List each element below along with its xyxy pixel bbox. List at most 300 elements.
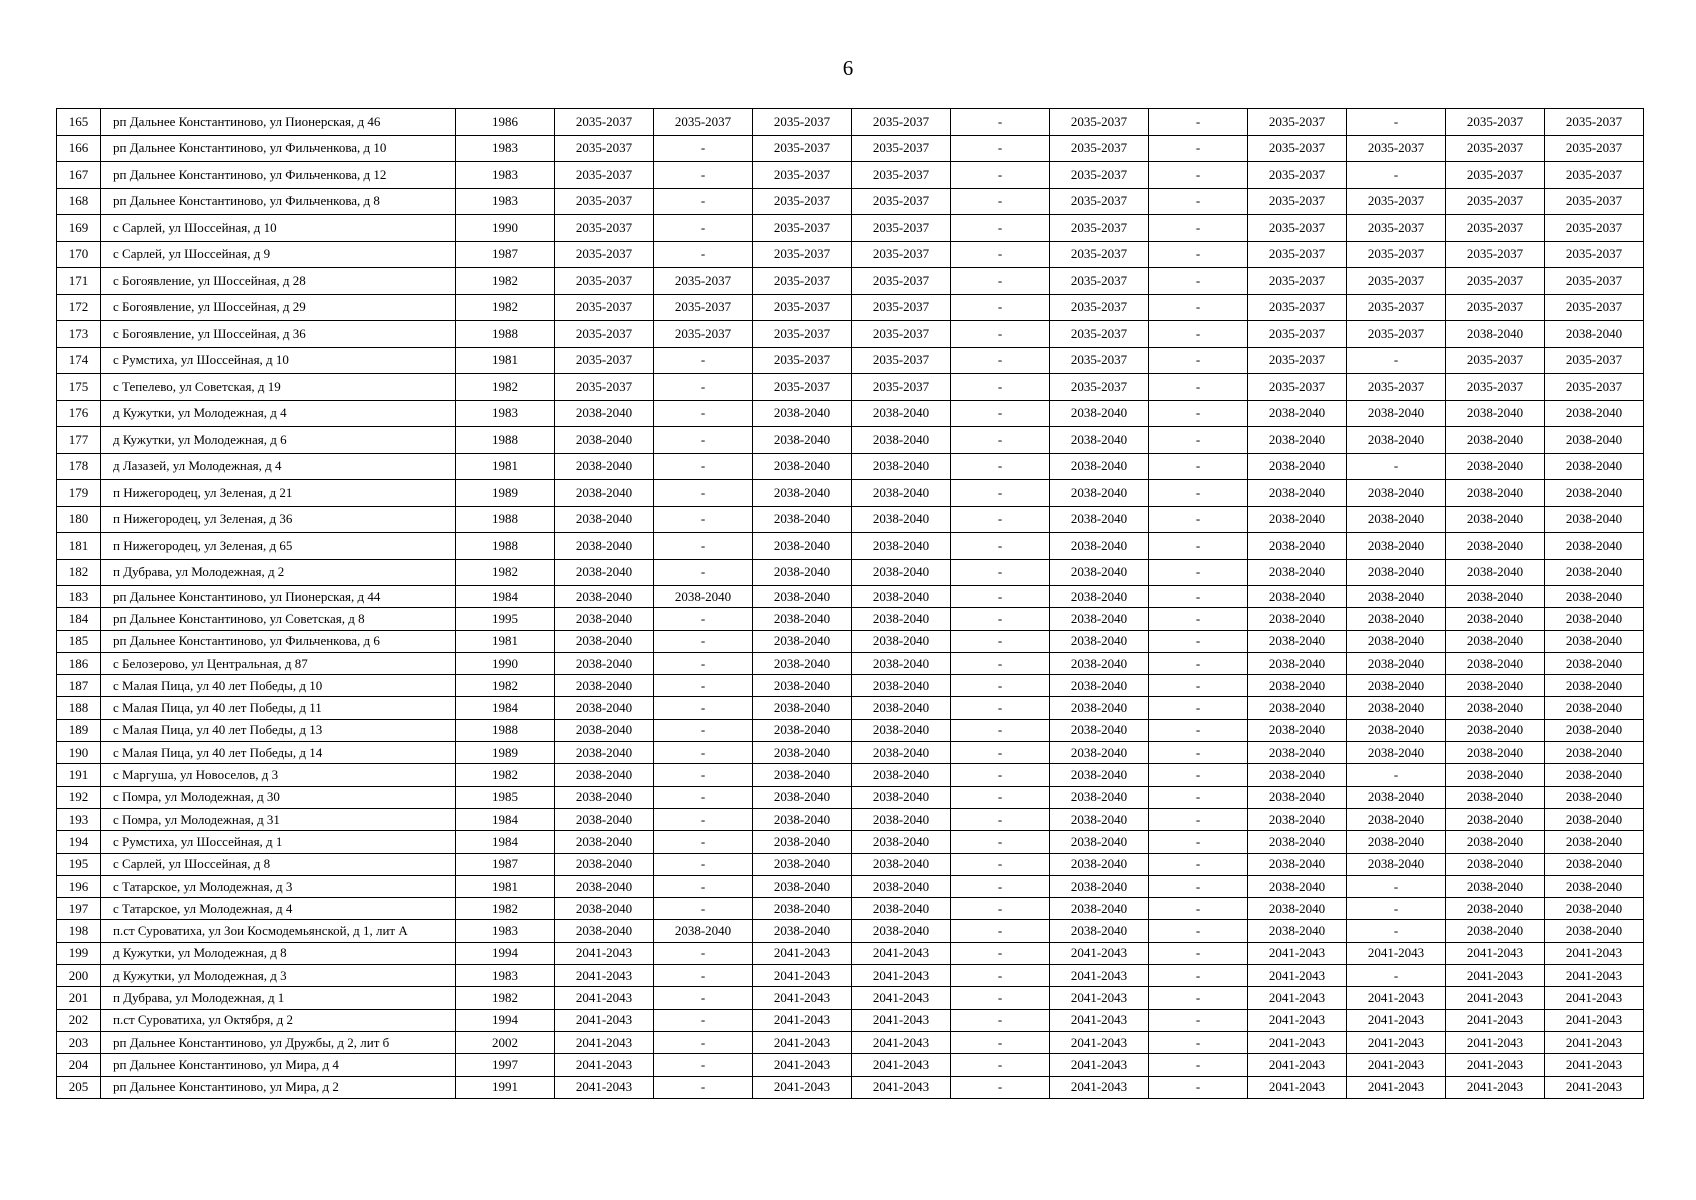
term-cell-5: - bbox=[951, 215, 1050, 242]
term-cell-6: 2041-2043 bbox=[1050, 965, 1149, 987]
term-cell-1: 2035-2037 bbox=[555, 241, 654, 268]
term-cell-4: 2038-2040 bbox=[852, 652, 951, 674]
term-cell-3: 2041-2043 bbox=[753, 1076, 852, 1098]
term-cell-1: 2038-2040 bbox=[555, 808, 654, 830]
term-cell-10: 2038-2040 bbox=[1446, 586, 1545, 608]
term-cell-3: 2035-2037 bbox=[753, 294, 852, 321]
row-number-cell: 165 bbox=[57, 109, 101, 136]
term-cell-2: - bbox=[654, 188, 753, 215]
term-cell-11: 2038-2040 bbox=[1545, 427, 1644, 454]
row-number-cell: 187 bbox=[57, 675, 101, 697]
term-cell-3: 2035-2037 bbox=[753, 268, 852, 295]
term-cell-2: 2035-2037 bbox=[654, 109, 753, 136]
term-cell-9: - bbox=[1347, 920, 1446, 942]
term-cell-11: 2038-2040 bbox=[1545, 742, 1644, 764]
term-cell-9: - bbox=[1347, 898, 1446, 920]
term-cell-7: - bbox=[1149, 400, 1248, 427]
address-cell: с Помра, ул Молодежная, д 31 bbox=[101, 808, 456, 830]
year-cell: 1986 bbox=[456, 109, 555, 136]
term-cell-5: - bbox=[951, 347, 1050, 374]
term-cell-10: 2038-2040 bbox=[1446, 786, 1545, 808]
term-cell-8: 2035-2037 bbox=[1248, 135, 1347, 162]
term-cell-6: 2038-2040 bbox=[1050, 808, 1149, 830]
term-cell-11: 2041-2043 bbox=[1545, 1009, 1644, 1031]
row-number-cell: 167 bbox=[57, 162, 101, 189]
term-cell-9: 2038-2040 bbox=[1347, 608, 1446, 630]
term-cell-10: 2035-2037 bbox=[1446, 188, 1545, 215]
term-cell-8: 2041-2043 bbox=[1248, 942, 1347, 964]
term-cell-1: 2038-2040 bbox=[555, 920, 654, 942]
term-cell-1: 2041-2043 bbox=[555, 942, 654, 964]
year-cell: 1988 bbox=[456, 427, 555, 454]
address-cell: д Лазазей, ул Молодежная, д 4 bbox=[101, 453, 456, 480]
term-cell-1: 2035-2037 bbox=[555, 135, 654, 162]
term-cell-5: - bbox=[951, 162, 1050, 189]
term-cell-3: 2038-2040 bbox=[753, 427, 852, 454]
term-cell-3: 2038-2040 bbox=[753, 786, 852, 808]
term-cell-8: 2038-2040 bbox=[1248, 608, 1347, 630]
term-cell-1: 2041-2043 bbox=[555, 1009, 654, 1031]
term-cell-8: 2041-2043 bbox=[1248, 965, 1347, 987]
table-row bbox=[57, 215, 1644, 242]
term-cell-3: 2038-2040 bbox=[753, 831, 852, 853]
row-number-cell: 179 bbox=[57, 480, 101, 507]
term-cell-5: - bbox=[951, 480, 1050, 507]
address-cell: д Кужутки, ул Молодежная, д 4 bbox=[101, 400, 456, 427]
term-cell-11: 2038-2040 bbox=[1545, 719, 1644, 741]
table-row bbox=[57, 347, 1644, 374]
year-cell: 1987 bbox=[456, 241, 555, 268]
term-cell-6: 2038-2040 bbox=[1050, 719, 1149, 741]
term-cell-10: 2035-2037 bbox=[1446, 241, 1545, 268]
term-cell-2: - bbox=[654, 898, 753, 920]
address-cell: д Кужутки, ул Молодежная, д 3 bbox=[101, 965, 456, 987]
row-number-cell: 182 bbox=[57, 559, 101, 586]
term-cell-6: 2035-2037 bbox=[1050, 135, 1149, 162]
term-cell-2: - bbox=[654, 875, 753, 897]
term-cell-10: 2038-2040 bbox=[1446, 764, 1545, 786]
term-cell-8: 2041-2043 bbox=[1248, 987, 1347, 1009]
address-cell: п.ст Суроватиха, ул Октября, д 2 bbox=[101, 1009, 456, 1031]
term-cell-11: 2035-2037 bbox=[1545, 188, 1644, 215]
term-cell-6: 2038-2040 bbox=[1050, 875, 1149, 897]
term-cell-5: - bbox=[951, 559, 1050, 586]
address-cell: с Малая Пица, ул 40 лет Победы, д 13 bbox=[101, 719, 456, 741]
table-row bbox=[57, 188, 1644, 215]
row-number-cell: 184 bbox=[57, 608, 101, 630]
term-cell-5: - bbox=[951, 675, 1050, 697]
address-cell: рп Дальнее Константиново, ул Фильченкова, д 12 bbox=[101, 162, 456, 189]
term-cell-6: 2038-2040 bbox=[1050, 559, 1149, 586]
term-cell-11: 2038-2040 bbox=[1545, 764, 1644, 786]
term-cell-4: 2035-2037 bbox=[852, 321, 951, 348]
table-row bbox=[57, 586, 1644, 608]
address-cell: с Сарлей, ул Шоссейная, д 10 bbox=[101, 215, 456, 242]
table-row bbox=[57, 630, 1644, 652]
year-cell: 1982 bbox=[456, 559, 555, 586]
term-cell-7: - bbox=[1149, 533, 1248, 560]
term-cell-11: 2041-2043 bbox=[1545, 942, 1644, 964]
term-cell-7: - bbox=[1149, 374, 1248, 401]
table-row bbox=[57, 831, 1644, 853]
address-cell: рп Дальнее Константиново, ул Советская, д 8 bbox=[101, 608, 456, 630]
term-cell-11: 2035-2037 bbox=[1545, 241, 1644, 268]
term-cell-1: 2038-2040 bbox=[555, 427, 654, 454]
term-cell-7: - bbox=[1149, 608, 1248, 630]
term-cell-9: 2038-2040 bbox=[1347, 559, 1446, 586]
address-cell: с Сарлей, ул Шоссейная, д 9 bbox=[101, 241, 456, 268]
term-cell-3: 2038-2040 bbox=[753, 875, 852, 897]
term-cell-8: 2038-2040 bbox=[1248, 764, 1347, 786]
term-cell-6: 2038-2040 bbox=[1050, 786, 1149, 808]
term-cell-9: 2035-2037 bbox=[1347, 374, 1446, 401]
year-cell: 1982 bbox=[456, 294, 555, 321]
term-cell-6: 2035-2037 bbox=[1050, 321, 1149, 348]
term-cell-10: 2038-2040 bbox=[1446, 697, 1545, 719]
term-cell-10: 2041-2043 bbox=[1446, 1076, 1545, 1098]
term-cell-6: 2041-2043 bbox=[1050, 1031, 1149, 1053]
term-cell-9: 2035-2037 bbox=[1347, 241, 1446, 268]
term-cell-8: 2038-2040 bbox=[1248, 427, 1347, 454]
table-row bbox=[57, 920, 1644, 942]
term-cell-9: 2035-2037 bbox=[1347, 215, 1446, 242]
term-cell-8: 2038-2040 bbox=[1248, 559, 1347, 586]
term-cell-11: 2038-2040 bbox=[1545, 586, 1644, 608]
term-cell-5: - bbox=[951, 786, 1050, 808]
row-number-cell: 173 bbox=[57, 321, 101, 348]
term-cell-6: 2041-2043 bbox=[1050, 1076, 1149, 1098]
term-cell-10: 2038-2040 bbox=[1446, 675, 1545, 697]
term-cell-7: - bbox=[1149, 480, 1248, 507]
term-cell-5: - bbox=[951, 241, 1050, 268]
term-cell-4: 2041-2043 bbox=[852, 942, 951, 964]
term-cell-4: 2035-2037 bbox=[852, 241, 951, 268]
term-cell-3: 2035-2037 bbox=[753, 374, 852, 401]
term-cell-4: 2041-2043 bbox=[852, 965, 951, 987]
row-number-cell: 196 bbox=[57, 875, 101, 897]
term-cell-4: 2038-2040 bbox=[852, 831, 951, 853]
term-cell-3: 2038-2040 bbox=[753, 764, 852, 786]
row-number-cell: 191 bbox=[57, 764, 101, 786]
term-cell-2: - bbox=[654, 241, 753, 268]
year-cell: 1984 bbox=[456, 808, 555, 830]
term-cell-11: 2038-2040 bbox=[1545, 831, 1644, 853]
table-row bbox=[57, 808, 1644, 830]
term-cell-4: 2035-2037 bbox=[852, 294, 951, 321]
term-cell-10: 2038-2040 bbox=[1446, 719, 1545, 741]
term-cell-5: - bbox=[951, 831, 1050, 853]
term-cell-7: - bbox=[1149, 241, 1248, 268]
year-cell: 1983 bbox=[456, 188, 555, 215]
year-cell: 1983 bbox=[456, 162, 555, 189]
term-cell-2: 2035-2037 bbox=[654, 294, 753, 321]
term-cell-2: - bbox=[654, 987, 753, 1009]
term-cell-2: - bbox=[654, 506, 753, 533]
term-cell-9: 2038-2040 bbox=[1347, 675, 1446, 697]
term-cell-7: - bbox=[1149, 719, 1248, 741]
term-cell-6: 2038-2040 bbox=[1050, 480, 1149, 507]
term-cell-9: 2038-2040 bbox=[1347, 630, 1446, 652]
term-cell-2: 2035-2037 bbox=[654, 268, 753, 295]
term-cell-1: 2035-2037 bbox=[555, 109, 654, 136]
year-cell: 1995 bbox=[456, 608, 555, 630]
term-cell-11: 2035-2037 bbox=[1545, 294, 1644, 321]
year-cell: 1989 bbox=[456, 742, 555, 764]
term-cell-6: 2035-2037 bbox=[1050, 294, 1149, 321]
term-cell-8: 2041-2043 bbox=[1248, 1031, 1347, 1053]
term-cell-6: 2038-2040 bbox=[1050, 533, 1149, 560]
term-cell-1: 2038-2040 bbox=[555, 400, 654, 427]
term-cell-8: 2038-2040 bbox=[1248, 506, 1347, 533]
term-cell-7: - bbox=[1149, 630, 1248, 652]
term-cell-6: 2035-2037 bbox=[1050, 374, 1149, 401]
row-number-cell: 185 bbox=[57, 630, 101, 652]
term-cell-3: 2035-2037 bbox=[753, 347, 852, 374]
term-cell-3: 2035-2037 bbox=[753, 162, 852, 189]
term-cell-1: 2038-2040 bbox=[555, 480, 654, 507]
term-cell-5: - bbox=[951, 608, 1050, 630]
term-cell-11: 2038-2040 bbox=[1545, 400, 1644, 427]
term-cell-5: - bbox=[951, 533, 1050, 560]
row-number-cell: 177 bbox=[57, 427, 101, 454]
term-cell-8: 2035-2037 bbox=[1248, 188, 1347, 215]
year-cell: 1997 bbox=[456, 1054, 555, 1076]
term-cell-5: - bbox=[951, 400, 1050, 427]
term-cell-5: - bbox=[951, 920, 1050, 942]
term-cell-7: - bbox=[1149, 294, 1248, 321]
term-cell-10: 2035-2037 bbox=[1446, 215, 1545, 242]
term-cell-10: 2035-2037 bbox=[1446, 162, 1545, 189]
term-cell-3: 2038-2040 bbox=[753, 480, 852, 507]
term-cell-3: 2038-2040 bbox=[753, 652, 852, 674]
term-cell-8: 2035-2037 bbox=[1248, 215, 1347, 242]
term-cell-7: - bbox=[1149, 506, 1248, 533]
year-cell: 1981 bbox=[456, 875, 555, 897]
term-cell-9: 2038-2040 bbox=[1347, 533, 1446, 560]
term-cell-9: - bbox=[1347, 453, 1446, 480]
term-cell-2: - bbox=[654, 1031, 753, 1053]
term-cell-11: 2041-2043 bbox=[1545, 1076, 1644, 1098]
table-row bbox=[57, 374, 1644, 401]
address-cell: с Татарское, ул Молодежная, д 3 bbox=[101, 875, 456, 897]
term-cell-3: 2038-2040 bbox=[753, 400, 852, 427]
term-cell-2: - bbox=[654, 697, 753, 719]
term-cell-3: 2041-2043 bbox=[753, 942, 852, 964]
term-cell-7: - bbox=[1149, 987, 1248, 1009]
term-cell-9: 2035-2037 bbox=[1347, 188, 1446, 215]
term-cell-3: 2041-2043 bbox=[753, 987, 852, 1009]
term-cell-8: 2035-2037 bbox=[1248, 321, 1347, 348]
term-cell-2: - bbox=[654, 1009, 753, 1031]
term-cell-10: 2041-2043 bbox=[1446, 942, 1545, 964]
term-cell-5: - bbox=[951, 719, 1050, 741]
table-row bbox=[57, 965, 1644, 987]
table-row bbox=[57, 652, 1644, 674]
term-cell-9: 2038-2040 bbox=[1347, 652, 1446, 674]
address-cell: с Малая Пица, ул 40 лет Победы, д 14 bbox=[101, 742, 456, 764]
year-cell: 1994 bbox=[456, 1009, 555, 1031]
term-cell-10: 2038-2040 bbox=[1446, 742, 1545, 764]
address-cell: с Помра, ул Молодежная, д 30 bbox=[101, 786, 456, 808]
term-cell-2: - bbox=[654, 630, 753, 652]
term-cell-4: 2038-2040 bbox=[852, 400, 951, 427]
term-cell-6: 2038-2040 bbox=[1050, 586, 1149, 608]
term-cell-11: 2041-2043 bbox=[1545, 987, 1644, 1009]
term-cell-10: 2038-2040 bbox=[1446, 831, 1545, 853]
address-cell: с Богоявление, ул Шоссейная, д 29 bbox=[101, 294, 456, 321]
term-cell-8: 2038-2040 bbox=[1248, 630, 1347, 652]
term-cell-6: 2035-2037 bbox=[1050, 241, 1149, 268]
term-cell-11: 2041-2043 bbox=[1545, 965, 1644, 987]
term-cell-8: 2038-2040 bbox=[1248, 453, 1347, 480]
term-cell-4: 2038-2040 bbox=[852, 808, 951, 830]
term-cell-2: - bbox=[654, 808, 753, 830]
term-cell-10: 2038-2040 bbox=[1446, 559, 1545, 586]
term-cell-11: 2038-2040 bbox=[1545, 675, 1644, 697]
year-cell: 1983 bbox=[456, 920, 555, 942]
term-cell-7: - bbox=[1149, 586, 1248, 608]
table-row bbox=[57, 321, 1644, 348]
term-cell-9: 2041-2043 bbox=[1347, 1054, 1446, 1076]
term-cell-9: 2041-2043 bbox=[1347, 1031, 1446, 1053]
term-cell-2: - bbox=[654, 400, 753, 427]
year-cell: 1988 bbox=[456, 321, 555, 348]
table-row bbox=[57, 162, 1644, 189]
term-cell-4: 2038-2040 bbox=[852, 586, 951, 608]
term-cell-6: 2038-2040 bbox=[1050, 630, 1149, 652]
term-cell-5: - bbox=[951, 586, 1050, 608]
row-number-cell: 193 bbox=[57, 808, 101, 830]
term-cell-5: - bbox=[951, 965, 1050, 987]
term-cell-5: - bbox=[951, 942, 1050, 964]
row-number-cell: 172 bbox=[57, 294, 101, 321]
term-cell-1: 2038-2040 bbox=[555, 559, 654, 586]
address-cell: рп Дальнее Константиново, ул Мира, д 4 bbox=[101, 1054, 456, 1076]
term-cell-6: 2041-2043 bbox=[1050, 1054, 1149, 1076]
term-cell-3: 2038-2040 bbox=[753, 920, 852, 942]
address-cell: п Нижегородец, ул Зеленая, д 65 bbox=[101, 533, 456, 560]
term-cell-4: 2035-2037 bbox=[852, 188, 951, 215]
term-cell-2: - bbox=[654, 853, 753, 875]
row-number-cell: 204 bbox=[57, 1054, 101, 1076]
term-cell-2: - bbox=[654, 742, 753, 764]
address-cell: д Кужутки, ул Молодежная, д 8 bbox=[101, 942, 456, 964]
term-cell-9: 2038-2040 bbox=[1347, 786, 1446, 808]
term-cell-10: 2038-2040 bbox=[1446, 453, 1545, 480]
address-cell: рп Дальнее Константиново, ул Пионерская, д 44 bbox=[101, 586, 456, 608]
term-cell-4: 2035-2037 bbox=[852, 135, 951, 162]
year-cell: 1981 bbox=[456, 453, 555, 480]
row-number-cell: 186 bbox=[57, 652, 101, 674]
term-cell-5: - bbox=[951, 987, 1050, 1009]
table-row bbox=[57, 697, 1644, 719]
term-cell-7: - bbox=[1149, 1054, 1248, 1076]
term-cell-11: 2038-2040 bbox=[1545, 697, 1644, 719]
term-cell-8: 2038-2040 bbox=[1248, 697, 1347, 719]
table-row bbox=[57, 1009, 1644, 1031]
term-cell-2: - bbox=[654, 675, 753, 697]
year-cell: 1990 bbox=[456, 215, 555, 242]
term-cell-4: 2038-2040 bbox=[852, 630, 951, 652]
term-cell-10: 2038-2040 bbox=[1446, 808, 1545, 830]
year-cell: 1983 bbox=[456, 400, 555, 427]
term-cell-2: - bbox=[654, 1076, 753, 1098]
term-cell-6: 2035-2037 bbox=[1050, 268, 1149, 295]
term-cell-6: 2038-2040 bbox=[1050, 831, 1149, 853]
term-cell-8: 2038-2040 bbox=[1248, 786, 1347, 808]
term-cell-6: 2038-2040 bbox=[1050, 608, 1149, 630]
term-cell-6: 2041-2043 bbox=[1050, 942, 1149, 964]
term-cell-7: - bbox=[1149, 453, 1248, 480]
term-cell-1: 2035-2037 bbox=[555, 347, 654, 374]
term-cell-11: 2038-2040 bbox=[1545, 652, 1644, 674]
term-cell-2: - bbox=[654, 831, 753, 853]
term-cell-9: 2035-2037 bbox=[1347, 294, 1446, 321]
term-cell-8: 2041-2043 bbox=[1248, 1076, 1347, 1098]
address-cell: с Румстиха, ул Шоссейная, д 10 bbox=[101, 347, 456, 374]
term-cell-7: - bbox=[1149, 875, 1248, 897]
term-cell-1: 2038-2040 bbox=[555, 453, 654, 480]
term-cell-4: 2038-2040 bbox=[852, 533, 951, 560]
term-cell-8: 2038-2040 bbox=[1248, 400, 1347, 427]
term-cell-5: - bbox=[951, 321, 1050, 348]
term-cell-10: 2038-2040 bbox=[1446, 427, 1545, 454]
table-row bbox=[57, 675, 1644, 697]
term-cell-10: 2038-2040 bbox=[1446, 898, 1545, 920]
term-cell-3: 2038-2040 bbox=[753, 808, 852, 830]
term-cell-2: - bbox=[654, 764, 753, 786]
address-cell: с Богоявление, ул Шоссейная, д 28 bbox=[101, 268, 456, 295]
year-cell: 1990 bbox=[456, 652, 555, 674]
year-cell: 1994 bbox=[456, 942, 555, 964]
row-number-cell: 171 bbox=[57, 268, 101, 295]
term-cell-4: 2038-2040 bbox=[852, 608, 951, 630]
term-cell-11: 2038-2040 bbox=[1545, 506, 1644, 533]
row-number-cell: 174 bbox=[57, 347, 101, 374]
year-cell: 1984 bbox=[456, 831, 555, 853]
term-cell-4: 2041-2043 bbox=[852, 1076, 951, 1098]
term-cell-9: 2035-2037 bbox=[1347, 135, 1446, 162]
term-cell-5: - bbox=[951, 1009, 1050, 1031]
term-cell-9: - bbox=[1347, 875, 1446, 897]
term-cell-1: 2038-2040 bbox=[555, 719, 654, 741]
term-cell-10: 2038-2040 bbox=[1446, 853, 1545, 875]
term-cell-4: 2038-2040 bbox=[852, 675, 951, 697]
term-cell-8: 2038-2040 bbox=[1248, 480, 1347, 507]
row-number-cell: 192 bbox=[57, 786, 101, 808]
term-cell-8: 2035-2037 bbox=[1248, 294, 1347, 321]
term-cell-2: - bbox=[654, 942, 753, 964]
address-cell: с Малая Пица, ул 40 лет Победы, д 11 bbox=[101, 697, 456, 719]
term-cell-5: - bbox=[951, 109, 1050, 136]
term-cell-4: 2035-2037 bbox=[852, 268, 951, 295]
term-cell-8: 2038-2040 bbox=[1248, 875, 1347, 897]
term-cell-8: 2035-2037 bbox=[1248, 374, 1347, 401]
table-row bbox=[57, 294, 1644, 321]
table-row bbox=[57, 875, 1644, 897]
term-cell-10: 2041-2043 bbox=[1446, 965, 1545, 987]
address-cell: п Нижегородец, ул Зеленая, д 21 bbox=[101, 480, 456, 507]
term-cell-9: 2038-2040 bbox=[1347, 400, 1446, 427]
address-cell: рп Дальнее Константиново, ул Пионерская, д 46 bbox=[101, 109, 456, 136]
term-cell-5: - bbox=[951, 1054, 1050, 1076]
year-cell: 1982 bbox=[456, 764, 555, 786]
address-cell: п Нижегородец, ул Зеленая, д 36 bbox=[101, 506, 456, 533]
term-cell-10: 2038-2040 bbox=[1446, 400, 1545, 427]
term-cell-5: - bbox=[951, 188, 1050, 215]
term-cell-11: 2038-2040 bbox=[1545, 608, 1644, 630]
term-cell-11: 2038-2040 bbox=[1545, 875, 1644, 897]
